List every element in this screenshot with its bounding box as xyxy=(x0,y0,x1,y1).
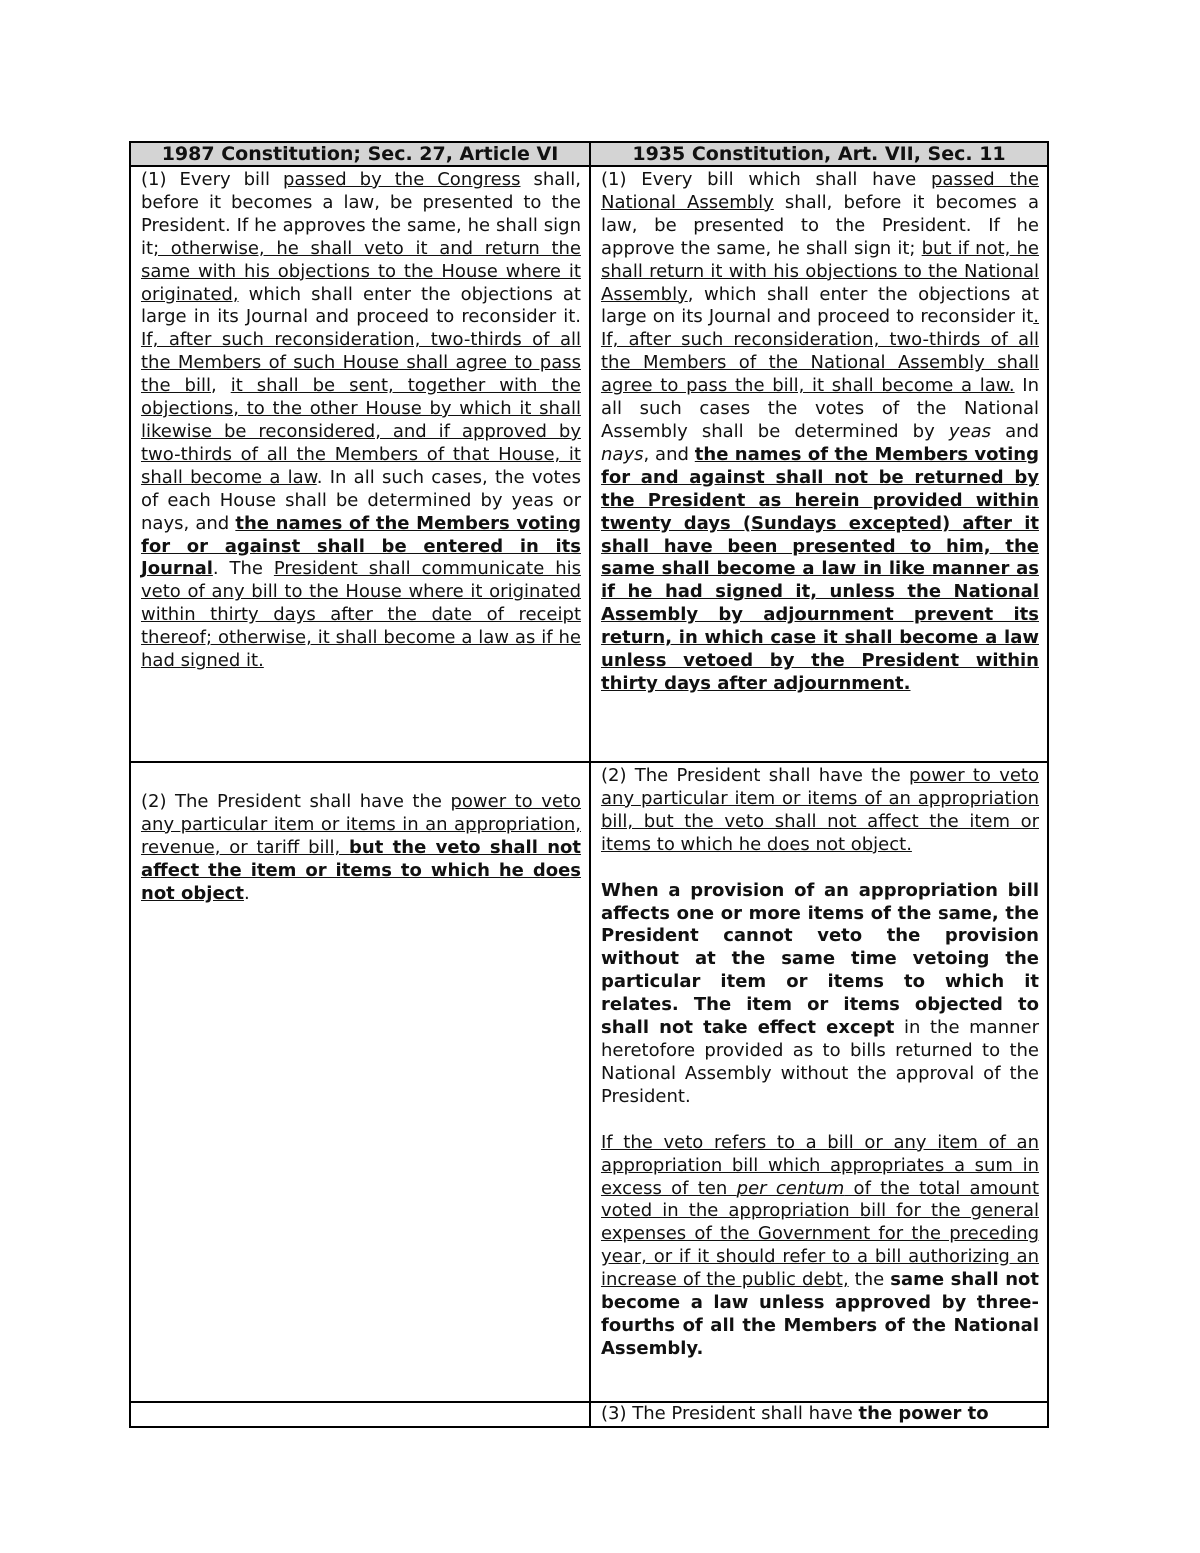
provision-paragraph xyxy=(601,169,1039,696)
text-run: the names of the Members voting for or against shall be entered in its Journal xyxy=(141,512,581,580)
provision-paragraph xyxy=(601,1132,1039,1361)
table-row xyxy=(130,1402,1048,1427)
header-1935: 1935 Constitution, Art. VII, Sec. 11 xyxy=(590,142,1048,166)
text-run: power to veto any particular item or items of an appropriation bill, but the veto shall not affect the item or items to which he does not object. xyxy=(601,765,1039,855)
text-run: When a provision of an appropriation bill affects one or more items of the same, the President cannot veto the provision without at the same time vetoing the particular item or items to which it relates. The item or items objected to shall not take effect except xyxy=(601,879,1039,1039)
table-row xyxy=(130,762,1048,1402)
provision-paragraph xyxy=(601,880,1039,1109)
provision-paragraph xyxy=(601,765,1039,857)
text-run: (1) Every bill xyxy=(141,169,283,190)
text-run: , xyxy=(210,375,231,397)
text-run: the names of the Members voting for and against shall not be returned by the President as herein provided within twenty days (Sundays excepted) after it shall have been presented to him, the same shall become a law in like manner as if he had signed it, unless the National Assembly by adjournment prevent its return, in which case it shall become a law unless vetoed by the President within thirty days after adjournment. xyxy=(601,443,1040,694)
text-run: . xyxy=(243,882,250,904)
text-run: President shall communicate his veto of any bill to the House where it originated within thirty days after the date of receipt thereof; otherwise, it shall become a law as if he had signed it. xyxy=(141,558,581,672)
cell-1987-sec3 xyxy=(130,1402,590,1427)
text-run: shall, before it becomes a law, be presented to the President. If he approve the same, he shall sign it; xyxy=(601,191,1040,259)
cell-1987-sec1 xyxy=(130,166,590,762)
text-run: , and xyxy=(643,443,695,465)
text-run: If, after such reconsideration, two-thirds of all the Members of such House shall agree to pass the bill xyxy=(141,329,581,397)
text-run: (3) The President shall have xyxy=(601,1403,859,1424)
comparison-table xyxy=(129,141,1049,1428)
text-run: . The xyxy=(212,558,274,580)
text-run: but the veto shall not affect the item or items to which he does not object xyxy=(141,836,581,904)
text-run: (2) The President shall have the xyxy=(141,791,451,812)
text-run: power to veto any particular item or items in an appropriation, revenue, or tariff bill, xyxy=(141,791,581,858)
text-run: the power to xyxy=(858,1403,989,1424)
cell-1935-sec3 xyxy=(590,1402,1048,1427)
text-run: of the total amount voted in the appropriation bill for the general expenses of the Government for the preceding year, or if it should refer to a bill authorizing an increase of the public debt, xyxy=(601,1177,1039,1291)
text-run: but if not, he shall return it with his objections to the National Assembly xyxy=(601,237,1040,305)
text-run: passed by the Congress xyxy=(283,169,521,190)
text-run: shall, before it becomes a law, be presented to the President. If he approves the same, he shall sign it xyxy=(141,169,582,259)
text-run: yeas xyxy=(948,420,992,442)
text-run: same shall not become a law unless approved by three-fourths of all the Members of the National Assembly. xyxy=(601,1269,1039,1359)
table-row xyxy=(130,166,1048,762)
text-run: (2) The President shall have the xyxy=(601,765,909,786)
text-run: passed the National Assembly xyxy=(601,169,1040,213)
provision-paragraph xyxy=(141,169,581,673)
text-run: . In all such cases, the votes of each House shall be determined by yeas or nays, and xyxy=(141,466,581,534)
text-run: ; otherwise, he shall veto it and return the same with his objections to the House where it originated, xyxy=(141,237,581,305)
text-run: it shall be sent, together with the objections, to the other House by which it shall likewise be reconsidered, and if approved by two-thirds of all the Members of that House, it shall become a law xyxy=(141,375,581,488)
text-run: and xyxy=(991,420,1039,442)
text-run: per centum xyxy=(736,1177,845,1199)
provision-paragraph xyxy=(601,1403,1039,1426)
text-run: If the veto refers to a bill or any item of an appropriation bill which appropriates a sum in excess of ten xyxy=(601,1131,1039,1199)
text-run: the xyxy=(848,1269,891,1291)
text-run: . If, after such reconsideration, two-thirds of all the Members of the National Assembly shall agree to pass the bill, it shall become a law. xyxy=(601,306,1039,397)
provision-paragraph xyxy=(141,791,581,906)
text-run: which shall enter the objections at large in its Journal and proceed to reconsider it. xyxy=(141,283,581,328)
header-1987: 1987 Constitution; Sec. 27, Article VI xyxy=(130,142,590,166)
text-run: in the manner heretofore provided as to bills returned to the National Assembly without the approval of the President. xyxy=(601,1017,1039,1107)
cell-1935-sec1 xyxy=(590,166,1048,762)
text-run: nays xyxy=(601,443,644,465)
header-row xyxy=(130,142,1048,166)
text-run: (1) Every bill which shall have xyxy=(601,169,931,190)
cell-1935-sec2 xyxy=(590,762,1048,1402)
text-run: , which shall enter the objections at large on its Journal and proceed to reconsider it xyxy=(601,283,1039,328)
cell-1987-sec2 xyxy=(130,762,590,1402)
text-run: In all such cases the votes of the National Assembly shall be determined by xyxy=(601,375,1039,442)
